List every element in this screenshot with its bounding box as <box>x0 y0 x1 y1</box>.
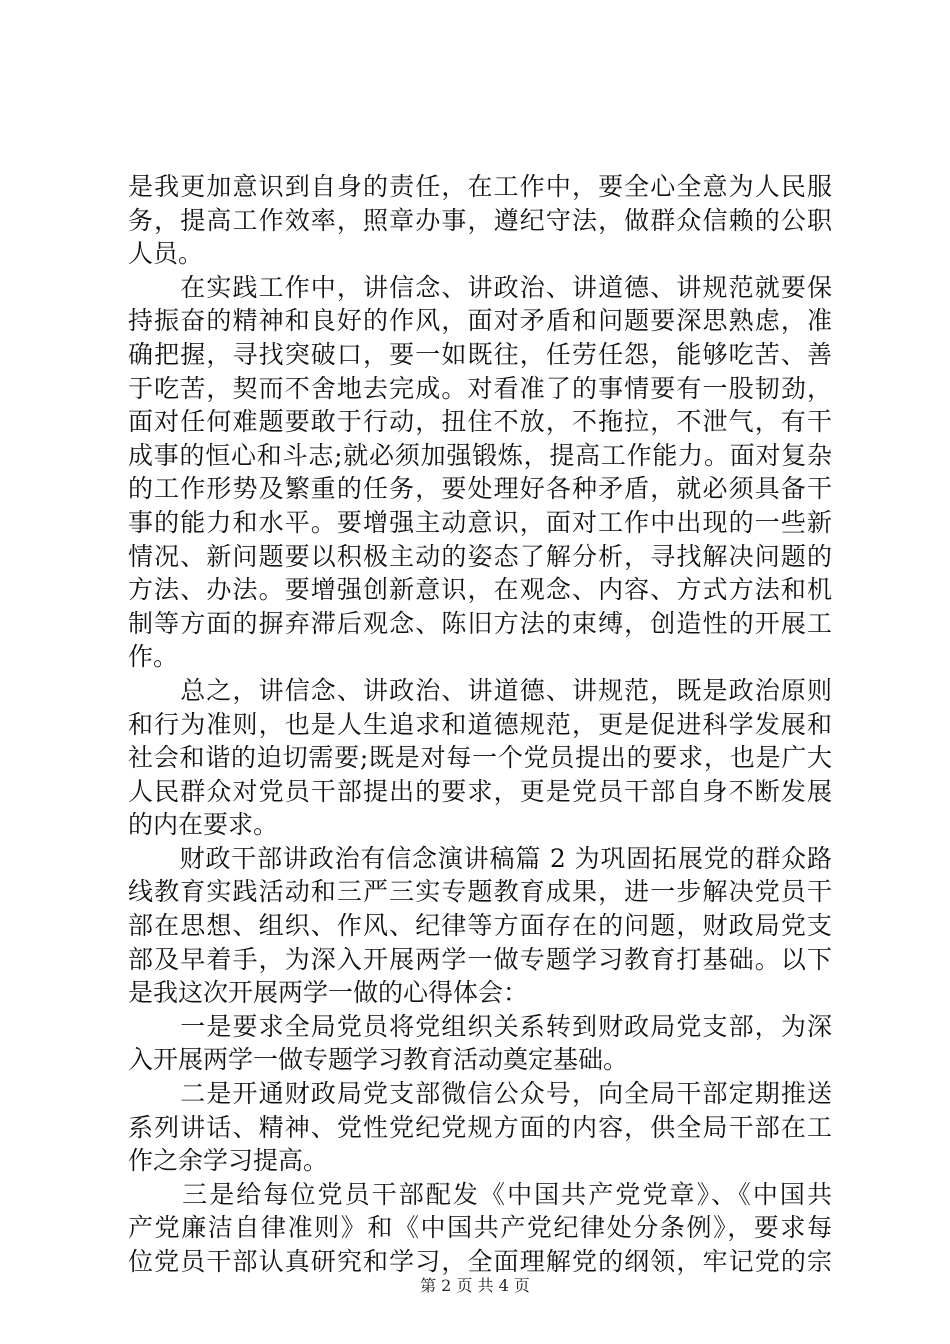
text-line: 财政干部讲政治有信念演讲稿篇 2 为巩固拓展党的群众路 <box>128 843 832 873</box>
text-line: 事的能力和水平。要增强主动意识，面对工作中出现的一些新 <box>128 507 832 537</box>
body-text <box>128 170 832 1279</box>
text-line: 确把握，寻找突破口，要一如既往，任劳任怨，能够吃苦、善 <box>128 339 832 369</box>
text-line: 二是开通财政局党支部微信公众号，向全局干部定期推送 <box>128 1079 832 1109</box>
text-line: 线教育实践活动和三严三实专题教育成果，进一步解决党员干 <box>128 877 832 907</box>
text-line: 入开展两学一做专题学习教育活动奠定基础。 <box>128 1045 629 1075</box>
text-line: 作之余学习提高。 <box>128 1146 329 1176</box>
text-line: 一是要求全局党员将党组织关系转到财政局党支部，为深 <box>128 1011 832 1041</box>
text-line: 作。 <box>128 642 179 672</box>
text-line: 的内在要求。 <box>128 810 279 840</box>
text-line: 总之，讲信念、讲政治、讲道德、讲规范，既是政治原则 <box>128 675 832 705</box>
text-line: 位党员干部认真研究和学习，全面理解党的纲领，牢记党的宗 <box>128 1247 832 1276</box>
text-line: 和行为准则，也是人生追求和道德规范，更是促进科学发展和 <box>128 709 832 739</box>
text-line: 部及早着手，为深入开展两学一做专题学习教育打基础。以下 <box>128 944 832 974</box>
text-line: 情况、新问题要以积极主动的姿态了解分析，寻找解决问题的 <box>128 541 832 571</box>
text-line: 于吃苦，契而不舍地去完成。对看准了的事情要有一股韧劲， <box>128 373 832 403</box>
text-line: 产党廉洁自律准则》和《中国共产党纪律处分条例》，要求每 <box>128 1213 832 1243</box>
text-line: 务，提高工作效率，照章办事，遵纪守法，做群众信赖的公职 <box>128 205 832 235</box>
text-line: 人民群众对党员干部提出的要求，更是党员干部自身不断发展 <box>128 776 832 806</box>
text-line: 人员。 <box>128 239 204 269</box>
text-line: 的工作形势及繁重的任务，要处理好各种矛盾，就必须具备干 <box>128 474 832 504</box>
text-line: 成事的恒心和斗志;就必须加强锻炼，提高工作能力。面对复杂 <box>128 440 832 470</box>
text-line: 持振奋的精神和良好的作风，面对矛盾和问题要深思熟虑，准 <box>128 306 832 336</box>
text-line: 部在思想、组织、作风、纪律等方面存在的问题，财政局党支 <box>128 911 832 941</box>
text-line: 面对任何难题要敢于行动，扭住不放，不拖拉，不泄气，有干 <box>128 407 832 437</box>
text-line: 在实践工作中，讲信念、讲政治、讲道德、讲规范就要保 <box>128 272 832 302</box>
text-line: 是我这次开展两学一做的心得体会： <box>128 978 529 1008</box>
text-line: 社会和谐的迫切需要;既是对每一个党员提出的要求，也是广大 <box>128 743 832 773</box>
text-line: 方法、办法。要增强创新意识，在观念、内容、方式方法和机 <box>128 575 832 605</box>
text-line: 是我更加意识到自身的责任，在工作中，要全心全意为人民服 <box>128 172 832 201</box>
text-line: 系列讲话、精神、党性党纪党规方面的内容，供全局干部在工 <box>128 1112 832 1142</box>
text-line: 制等方面的摒弃滞后观念、陈旧方法的束缚，创造性的开展工 <box>128 608 832 638</box>
text-line: 三是给每位党员干部配发《中国共产党党章》、《中国共 <box>128 1179 832 1209</box>
page-footer: 第 2 页 共 4 页 <box>420 1276 530 1295</box>
